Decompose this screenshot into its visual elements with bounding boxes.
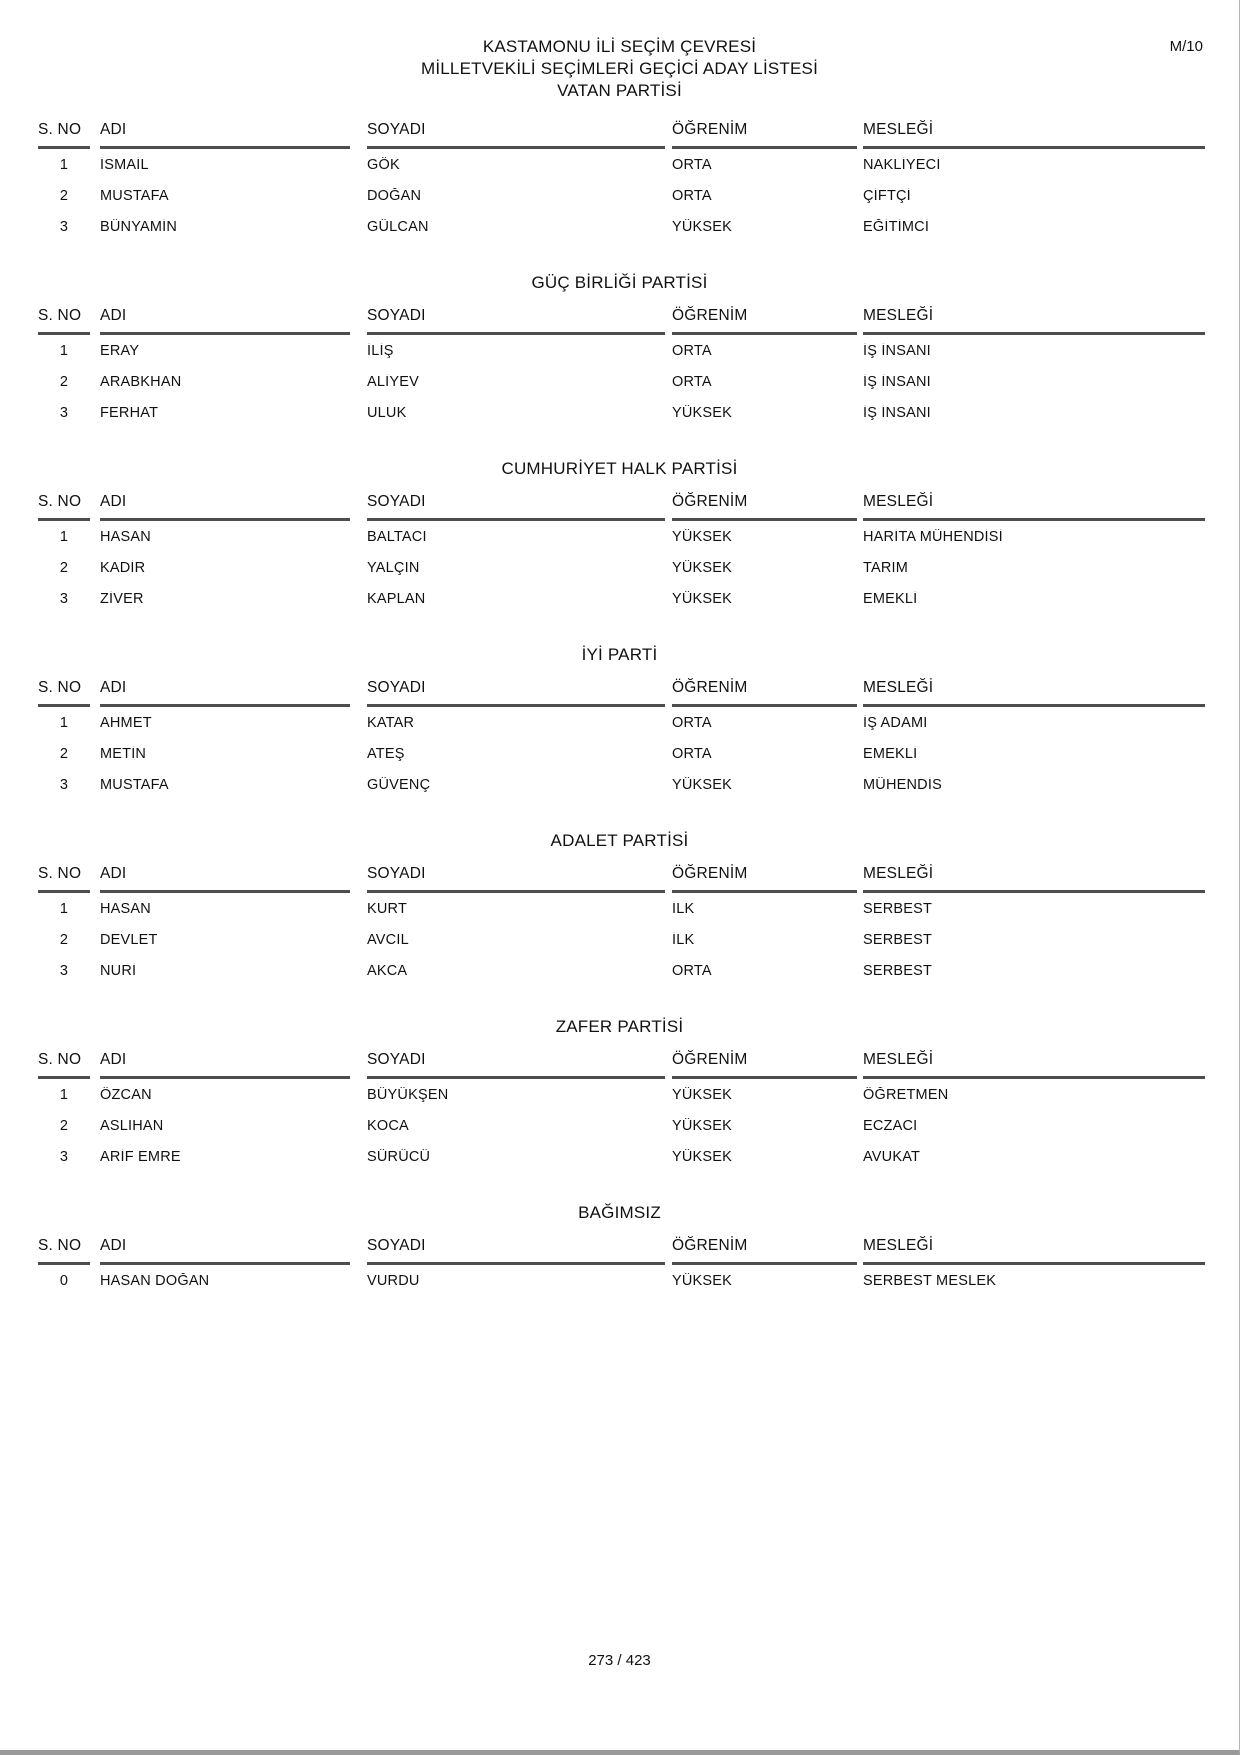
column-header-0: S. NO bbox=[38, 306, 90, 335]
table-header-row bbox=[0, 678, 1239, 707]
surname-cell: ULUK bbox=[367, 404, 407, 421]
party-section bbox=[0, 458, 1239, 614]
education-cell: ORTA bbox=[672, 962, 712, 979]
table-row bbox=[0, 521, 1239, 552]
column-header-0: S. NO bbox=[38, 492, 90, 521]
surname-cell: KAPLAN bbox=[367, 590, 426, 607]
profession-cell: EMEKLİ bbox=[863, 590, 918, 607]
first-name-cell: ARİF EMRE bbox=[100, 1148, 181, 1165]
education-cell: YÜKSEK bbox=[672, 404, 733, 421]
surname-cell: BALTACI bbox=[367, 528, 427, 545]
first-name-cell: MUSTAFA bbox=[100, 187, 169, 204]
table-body bbox=[0, 893, 1239, 986]
surname-cell: GÜVENÇ bbox=[367, 776, 431, 793]
row-number: 3 bbox=[59, 404, 69, 421]
row-number: 3 bbox=[59, 590, 69, 607]
table-header-row bbox=[0, 1050, 1239, 1079]
party-title: ZAFER PARTİSİ bbox=[555, 1017, 684, 1036]
table-row bbox=[0, 707, 1239, 738]
party-section bbox=[0, 644, 1239, 800]
row-number: 2 bbox=[59, 373, 69, 390]
profession-cell: ÇİFTÇİ bbox=[863, 187, 911, 204]
table-body bbox=[0, 335, 1239, 428]
first-name-cell: NURİ bbox=[100, 962, 137, 979]
table-row bbox=[0, 583, 1239, 614]
education-cell: ORTA bbox=[672, 373, 712, 390]
table-row bbox=[0, 335, 1239, 366]
surname-cell: GÜLCAN bbox=[367, 218, 429, 235]
row-number: 3 bbox=[59, 218, 69, 235]
surname-cell: BÜYÜKŞEN bbox=[367, 1086, 449, 1103]
education-cell: ORTA bbox=[672, 156, 712, 173]
table-body bbox=[0, 521, 1239, 614]
education-cell: YÜKSEK bbox=[672, 218, 733, 235]
education-cell: İLK bbox=[672, 900, 695, 917]
row-number: 1 bbox=[59, 528, 69, 545]
education-cell: ORTA bbox=[672, 187, 712, 204]
profession-cell: SERBEST bbox=[863, 962, 933, 979]
column-header-2: SOYADI bbox=[367, 678, 665, 707]
column-header-1: ADI bbox=[100, 1050, 350, 1079]
table-row bbox=[0, 397, 1239, 428]
surname-cell: SÜRÜCÜ bbox=[367, 1148, 431, 1165]
column-header-1: ADI bbox=[100, 678, 350, 707]
first-name-cell: DEVLET bbox=[100, 931, 158, 948]
first-name-cell: İSMAİL bbox=[100, 156, 149, 173]
party-title: CUMHURİYET HALK PARTİSİ bbox=[501, 459, 738, 478]
table-body bbox=[0, 1079, 1239, 1172]
column-header-1: ADI bbox=[100, 306, 350, 335]
first-name-cell: METİN bbox=[100, 745, 147, 762]
party-title: İYİ PARTİ bbox=[581, 645, 658, 664]
row-number: 1 bbox=[59, 900, 69, 917]
education-cell: ORTA bbox=[672, 714, 712, 731]
first-name-cell: ASLIHAN bbox=[100, 1117, 164, 1134]
row-number: 1 bbox=[59, 1086, 69, 1103]
column-header-3: ÖĞRENİM bbox=[672, 864, 857, 893]
profession-cell: TARIM bbox=[863, 559, 909, 576]
document-header bbox=[0, 36, 1239, 80]
column-header-3: ÖĞRENİM bbox=[672, 1236, 857, 1265]
sections bbox=[0, 80, 1239, 1296]
table-row bbox=[0, 893, 1239, 924]
column-header-4: MESLEĞİ bbox=[863, 1050, 1205, 1079]
first-name-cell: ZİVER bbox=[100, 590, 144, 607]
column-header-3: ÖĞRENİM bbox=[672, 492, 857, 521]
row-number: 3 bbox=[59, 776, 69, 793]
column-header-2: SOYADI bbox=[367, 306, 665, 335]
column-header-4: MESLEĞİ bbox=[863, 306, 1205, 335]
profession-cell: NAKLİYECİ bbox=[863, 156, 941, 173]
surname-cell: AVCIL bbox=[367, 931, 409, 948]
party-section bbox=[0, 830, 1239, 986]
column-header-0: S. NO bbox=[38, 120, 90, 149]
profession-cell: İŞ İNSANI bbox=[863, 373, 931, 390]
column-header-3: ÖĞRENİM bbox=[672, 120, 857, 149]
surname-cell: İLİŞ bbox=[367, 342, 394, 359]
document-title-line-2: MİLLETVEKİLİ SEÇİMLERİ GEÇİCİ ADAY LİSTESİ bbox=[420, 59, 818, 78]
profession-cell: HARİTA MÜHENDİSİ bbox=[863, 528, 1003, 545]
column-header-0: S. NO bbox=[38, 1236, 90, 1265]
first-name-cell: KADİR bbox=[100, 559, 146, 576]
first-name-cell: ARABKHAN bbox=[100, 373, 182, 390]
surname-cell: AKCA bbox=[367, 962, 408, 979]
table-body bbox=[0, 149, 1239, 242]
profession-cell: SERBEST MESLEK bbox=[863, 1272, 997, 1289]
table-row bbox=[0, 769, 1239, 800]
surname-cell: YALÇIN bbox=[367, 559, 420, 576]
table-row bbox=[0, 552, 1239, 583]
first-name-cell: ÖZCAN bbox=[100, 1086, 152, 1103]
first-name-cell: MUSTAFA bbox=[100, 776, 169, 793]
table-body bbox=[0, 1265, 1239, 1296]
row-number: 3 bbox=[59, 962, 69, 979]
surname-cell: ATEŞ bbox=[367, 745, 405, 762]
surname-cell: KURT bbox=[367, 900, 408, 917]
column-header-1: ADI bbox=[100, 120, 350, 149]
profession-cell: EMEKLİ bbox=[863, 745, 918, 762]
table-row bbox=[0, 180, 1239, 211]
profession-cell: AVUKAT bbox=[863, 1148, 921, 1165]
column-header-1: ADI bbox=[100, 864, 350, 893]
column-header-3: ÖĞRENİM bbox=[672, 678, 857, 707]
table-row bbox=[0, 149, 1239, 180]
page-reference: M/10 bbox=[1169, 38, 1203, 55]
party-title: ADALET PARTİSİ bbox=[550, 831, 689, 850]
profession-cell: EĞİTİMCİ bbox=[863, 218, 930, 235]
column-header-4: MESLEĞİ bbox=[863, 864, 1205, 893]
first-name-cell: FERHAT bbox=[100, 404, 159, 421]
row-number: 2 bbox=[59, 745, 69, 762]
education-cell: YÜKSEK bbox=[672, 1086, 733, 1103]
party-title: BAĞIMSIZ bbox=[578, 1203, 661, 1222]
table-row bbox=[0, 955, 1239, 986]
first-name-cell: HASAN DOĞAN bbox=[100, 1272, 210, 1289]
first-name-cell: AHMET bbox=[100, 714, 152, 731]
profession-cell: SERBEST bbox=[863, 900, 933, 917]
party-section bbox=[0, 80, 1239, 242]
surname-cell: ALİYEV bbox=[367, 373, 419, 390]
table-header-row bbox=[0, 1236, 1239, 1265]
row-number: 1 bbox=[59, 342, 69, 359]
table-row bbox=[0, 738, 1239, 769]
row-number: 1 bbox=[59, 156, 69, 173]
table-row bbox=[0, 1141, 1239, 1172]
column-header-3: ÖĞRENİM bbox=[672, 306, 857, 335]
party-title: VATAN PARTİSİ bbox=[557, 81, 682, 100]
column-header-4: MESLEĞİ bbox=[863, 492, 1205, 521]
column-header-2: SOYADI bbox=[367, 864, 665, 893]
column-header-1: ADI bbox=[100, 1236, 350, 1265]
surname-cell: GÖK bbox=[367, 156, 400, 173]
profession-cell: SERBEST bbox=[863, 931, 933, 948]
column-header-1: ADI bbox=[100, 492, 350, 521]
education-cell: ORTA bbox=[672, 342, 712, 359]
column-header-2: SOYADI bbox=[367, 1236, 665, 1265]
column-header-2: SOYADI bbox=[367, 1050, 665, 1079]
row-number: 2 bbox=[59, 187, 69, 204]
row-number: 2 bbox=[59, 931, 69, 948]
surname-cell: KATAR bbox=[367, 714, 415, 731]
column-header-3: ÖĞRENİM bbox=[672, 1050, 857, 1079]
party-section bbox=[0, 272, 1239, 428]
surname-cell: KOCA bbox=[367, 1117, 409, 1134]
table-body bbox=[0, 707, 1239, 800]
education-cell: YÜKSEK bbox=[672, 1148, 733, 1165]
row-number: 1 bbox=[59, 714, 69, 731]
profession-cell: İŞ İNSANI bbox=[863, 342, 931, 359]
table-row bbox=[0, 924, 1239, 955]
first-name-cell: HASAN bbox=[100, 528, 151, 545]
column-header-0: S. NO bbox=[38, 678, 90, 707]
row-number: 3 bbox=[59, 1148, 69, 1165]
page-number: 273 / 423 bbox=[588, 1652, 651, 1669]
profession-cell: ÖĞRETMEN bbox=[863, 1086, 949, 1103]
first-name-cell: ERAY bbox=[100, 342, 140, 359]
party-section bbox=[0, 1202, 1239, 1296]
profession-cell: ECZACI bbox=[863, 1117, 918, 1134]
column-header-0: S. NO bbox=[38, 864, 90, 893]
education-cell: YÜKSEK bbox=[672, 1272, 733, 1289]
document-title-line-1: KASTAMONU İLİ SEÇİM ÇEVRESİ bbox=[482, 37, 757, 56]
education-cell: YÜKSEK bbox=[672, 590, 733, 607]
column-header-2: SOYADI bbox=[367, 120, 665, 149]
row-number: 2 bbox=[59, 559, 69, 576]
table-header-row bbox=[0, 120, 1239, 149]
surname-cell: DOĞAN bbox=[367, 187, 422, 204]
table-row bbox=[0, 1079, 1239, 1110]
party-title: GÜÇ BİRLİĞİ PARTİSİ bbox=[531, 273, 708, 292]
column-header-0: S. NO bbox=[38, 1050, 90, 1079]
surname-cell: VURDU bbox=[367, 1272, 420, 1289]
first-name-cell: HASAN bbox=[100, 900, 151, 917]
table-header-row bbox=[0, 492, 1239, 521]
table-header-row bbox=[0, 306, 1239, 335]
party-section bbox=[0, 1016, 1239, 1172]
column-header-4: MESLEĞİ bbox=[863, 120, 1205, 149]
profession-cell: İŞ ADAMI bbox=[863, 714, 928, 731]
profession-cell: MÜHENDİS bbox=[863, 776, 942, 793]
column-header-2: SOYADI bbox=[367, 492, 665, 521]
profession-cell: İŞ İNSANI bbox=[863, 404, 931, 421]
table-row bbox=[0, 1265, 1239, 1296]
row-number: 0 bbox=[59, 1272, 69, 1289]
table-row bbox=[0, 366, 1239, 397]
education-cell: İLK bbox=[672, 931, 695, 948]
first-name-cell: BÜNYAMİN bbox=[100, 218, 178, 235]
education-cell: ORTA bbox=[672, 745, 712, 762]
table-row bbox=[0, 1110, 1239, 1141]
column-header-4: MESLEĞİ bbox=[863, 678, 1205, 707]
education-cell: YÜKSEK bbox=[672, 528, 733, 545]
table-row bbox=[0, 211, 1239, 242]
education-cell: YÜKSEK bbox=[672, 559, 733, 576]
education-cell: YÜKSEK bbox=[672, 776, 733, 793]
table-header-row bbox=[0, 864, 1239, 893]
education-cell: YÜKSEK bbox=[672, 1117, 733, 1134]
row-number: 2 bbox=[59, 1117, 69, 1134]
column-header-4: MESLEĞİ bbox=[863, 1236, 1205, 1265]
